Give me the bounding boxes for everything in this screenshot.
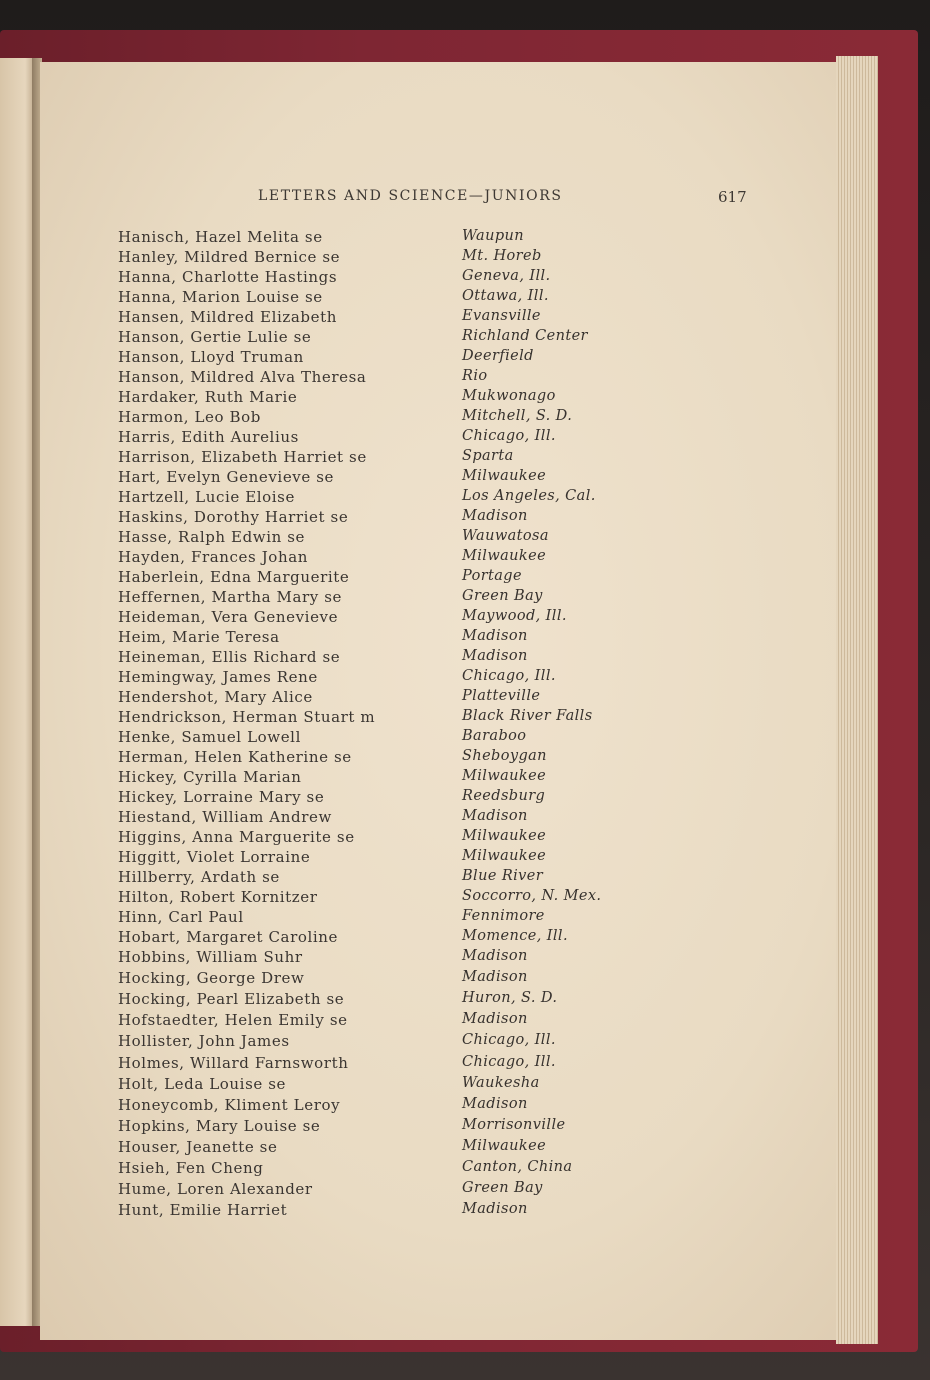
- list-item: [118, 628, 648, 648]
- student-name: Heideman, Vera Genevieve: [118, 608, 339, 626]
- list-item: [118, 848, 648, 868]
- student-name: Higgins, Anna Marguerite se: [118, 828, 355, 846]
- student-name: Hemingway, James Rene: [118, 668, 318, 686]
- list-item: [118, 408, 648, 428]
- student-name: Hickey, Cyrilla Marian: [118, 768, 302, 786]
- list-item: [118, 488, 648, 508]
- student-name: Hansen, Mildred Elizabeth: [118, 308, 337, 326]
- student-name: Hobart, Margaret Caroline: [118, 928, 339, 946]
- list-item: [118, 808, 648, 828]
- list-item: [118, 288, 648, 308]
- student-name: Hendrickson, Herman Stuart m: [118, 708, 376, 726]
- list-item: [118, 1201, 648, 1221]
- hometown: Baraboo: [462, 728, 527, 744]
- list-item: [118, 528, 648, 548]
- student-name: Hanna, Marion Louise se: [118, 288, 323, 306]
- hometown: Evansville: [462, 308, 541, 324]
- hometown: Richland Center: [462, 328, 588, 344]
- hometown: Waupun: [462, 228, 524, 244]
- hometown: Milwaukee: [462, 1138, 547, 1154]
- list-item: [118, 348, 648, 368]
- list-item: [118, 468, 648, 488]
- list-item: [118, 748, 648, 768]
- student-name: Hume, Loren Alexander: [118, 1180, 313, 1198]
- list-item: [118, 948, 648, 968]
- student-name: Harris, Edith Aurelius: [118, 428, 299, 446]
- student-name: Heffernen, Martha Mary se: [118, 588, 343, 606]
- list-item: [118, 788, 648, 808]
- hometown: Huron, S. D.: [462, 990, 558, 1006]
- student-name: Hiestand, William Andrew: [118, 808, 332, 826]
- list-item: [118, 588, 648, 608]
- student-name: Harmon, Leo Bob: [118, 408, 261, 426]
- list-item: [118, 688, 648, 708]
- list-item: [118, 328, 648, 348]
- hometown: Chicago, Ill.: [462, 668, 556, 684]
- student-name: Hocking, George Drew: [118, 969, 305, 987]
- hometown: Madison: [462, 969, 528, 985]
- list-item: [118, 768, 648, 788]
- list-item: [118, 1117, 648, 1137]
- list-item: [118, 1032, 648, 1052]
- list-item: [118, 1096, 648, 1116]
- list-item: [118, 969, 648, 989]
- list-item: [118, 268, 648, 288]
- student-name: Hendershot, Mary Alice: [118, 688, 313, 706]
- hometown: Madison: [462, 808, 528, 824]
- student-name: Houser, Jeanette se: [118, 1138, 278, 1156]
- student-name: Hinn, Carl Paul: [118, 908, 244, 926]
- hometown: Madison: [462, 1096, 528, 1112]
- list-item: [118, 248, 648, 268]
- list-item: [118, 868, 648, 888]
- student-name: Hocking, Pearl Elizabeth se: [118, 990, 345, 1008]
- hometown: Platteville: [462, 688, 541, 704]
- student-list: [118, 228, 648, 1230]
- hometown: Portage: [462, 568, 522, 584]
- hometown: Madison: [462, 508, 528, 524]
- hometown: Green Bay: [462, 1180, 543, 1196]
- hometown: Soccorro, N. Mex.: [462, 888, 602, 904]
- student-name: Hickey, Lorraine Mary se: [118, 788, 325, 806]
- hometown: Ottawa, Ill.: [462, 288, 549, 304]
- hometown: Deerfield: [462, 348, 534, 364]
- list-item: [118, 608, 648, 628]
- page-number: 617: [718, 188, 747, 206]
- list-item: [118, 1159, 648, 1179]
- hometown: Chicago, Ill.: [462, 428, 556, 444]
- hometown: Green Bay: [462, 588, 543, 604]
- student-name: Hayden, Frances Johan: [118, 548, 309, 566]
- student-name: Hsieh, Fen Cheng: [118, 1159, 264, 1177]
- hometown: Madison: [462, 1011, 528, 1027]
- student-name: Hofstaedter, Helen Emily se: [118, 1011, 348, 1029]
- list-item: [118, 928, 648, 948]
- list-item: [118, 1011, 648, 1031]
- student-name: Hopkins, Mary Louise se: [118, 1117, 321, 1135]
- student-name: Hollister, John James: [118, 1032, 290, 1050]
- student-name: Heineman, Ellis Richard se: [118, 648, 341, 666]
- student-name: Hart, Evelyn Genevieve se: [118, 468, 334, 486]
- hometown: Blue River: [462, 868, 544, 884]
- list-item: [118, 668, 648, 688]
- student-name: Hanna, Charlotte Hastings: [118, 268, 338, 286]
- hometown: Mukwonago: [462, 388, 556, 404]
- list-item: [118, 888, 648, 908]
- hometown: Rio: [462, 368, 488, 384]
- list-item: [118, 308, 648, 328]
- list-item: [118, 508, 648, 528]
- student-name: Hunt, Emilie Harriet: [118, 1201, 288, 1219]
- list-item: [118, 568, 648, 588]
- student-name: Hillberry, Ardath se: [118, 868, 280, 886]
- hometown: Momence, Ill.: [462, 928, 568, 944]
- hometown: Los Angeles, Cal.: [462, 488, 596, 504]
- list-item: [118, 728, 648, 748]
- student-name: Hobbins, William Suhr: [118, 948, 303, 966]
- hometown: Mt. Horeb: [462, 248, 542, 264]
- student-name: Hilton, Robert Kornitzer: [118, 888, 318, 906]
- list-item: [118, 1075, 648, 1095]
- list-item: [118, 228, 648, 248]
- student-name: Hasse, Ralph Edwin se: [118, 528, 306, 546]
- hometown: Chicago, Ill.: [462, 1032, 556, 1048]
- student-name: Hartzell, Lucie Eloise: [118, 488, 295, 506]
- facing-page-edge: [0, 58, 36, 1326]
- student-name: Hanley, Mildred Bernice se: [118, 248, 341, 266]
- hometown: Chicago, Ill.: [462, 1054, 556, 1070]
- hometown: Milwaukee: [462, 768, 547, 784]
- hometown: Sparta: [462, 448, 514, 464]
- student-name: Heim, Marie Teresa: [118, 628, 280, 646]
- list-item: [118, 1138, 648, 1158]
- hometown: Sheboygan: [462, 748, 547, 764]
- list-item: [118, 428, 648, 448]
- list-item: [118, 368, 648, 388]
- hometown: Morrisonville: [462, 1117, 566, 1133]
- student-name: Herman, Helen Katherine se: [118, 748, 352, 766]
- hometown: Fennimore: [462, 908, 545, 924]
- hometown: Canton, China: [462, 1159, 573, 1175]
- hometown: Madison: [462, 948, 528, 964]
- student-name: Honeycomb, Kliment Leroy: [118, 1096, 341, 1114]
- list-item: [118, 388, 648, 408]
- hometown: Black River Falls: [462, 708, 593, 724]
- hometown: Madison: [462, 648, 528, 664]
- hometown: Milwaukee: [462, 548, 547, 564]
- student-name: Hardaker, Ruth Marie: [118, 388, 298, 406]
- hometown: Waukesha: [462, 1075, 540, 1091]
- hometown: Milwaukee: [462, 468, 547, 484]
- student-name: Harrison, Elizabeth Harriet se: [118, 448, 367, 466]
- student-name: Higgitt, Violet Lorraine: [118, 848, 311, 866]
- hometown: Reedsburg: [462, 788, 546, 804]
- student-name: Henke, Samuel Lowell: [118, 728, 301, 746]
- list-item: [118, 648, 648, 668]
- student-name: Holt, Leda Louise se: [118, 1075, 286, 1093]
- page-block-edges: [836, 56, 878, 1344]
- student-name: Haberlein, Edna Marguerite: [118, 568, 350, 586]
- hometown: Madison: [462, 1201, 528, 1217]
- list-item: [118, 708, 648, 728]
- list-item: [118, 448, 648, 468]
- hometown: Geneva, Ill.: [462, 268, 551, 284]
- hometown: Milwaukee: [462, 848, 547, 864]
- student-name: Hanson, Lloyd Truman: [118, 348, 304, 366]
- hometown: Wauwatosa: [462, 528, 549, 544]
- student-name: Hanisch, Hazel Melita se: [118, 228, 323, 246]
- list-item: [118, 908, 648, 928]
- page-header: [40, 188, 838, 208]
- list-item: [118, 1054, 648, 1074]
- hometown: Maywood, Ill.: [462, 608, 567, 624]
- list-item: [118, 828, 648, 848]
- hometown: Mitchell, S. D.: [462, 408, 573, 424]
- student-name: Holmes, Willard Farnsworth: [118, 1054, 349, 1072]
- student-name: Hanson, Gertie Lulie se: [118, 328, 312, 346]
- list-item: [118, 990, 648, 1010]
- list-item: [118, 1180, 648, 1200]
- hometown: Madison: [462, 628, 528, 644]
- hometown: Milwaukee: [462, 828, 547, 844]
- student-name: Hanson, Mildred Alva Theresa: [118, 368, 367, 386]
- running-head: LETTERS AND SCIENCE—JUNIORS: [258, 188, 563, 204]
- student-name: Haskins, Dorothy Harriet se: [118, 508, 349, 526]
- list-item: [118, 548, 648, 568]
